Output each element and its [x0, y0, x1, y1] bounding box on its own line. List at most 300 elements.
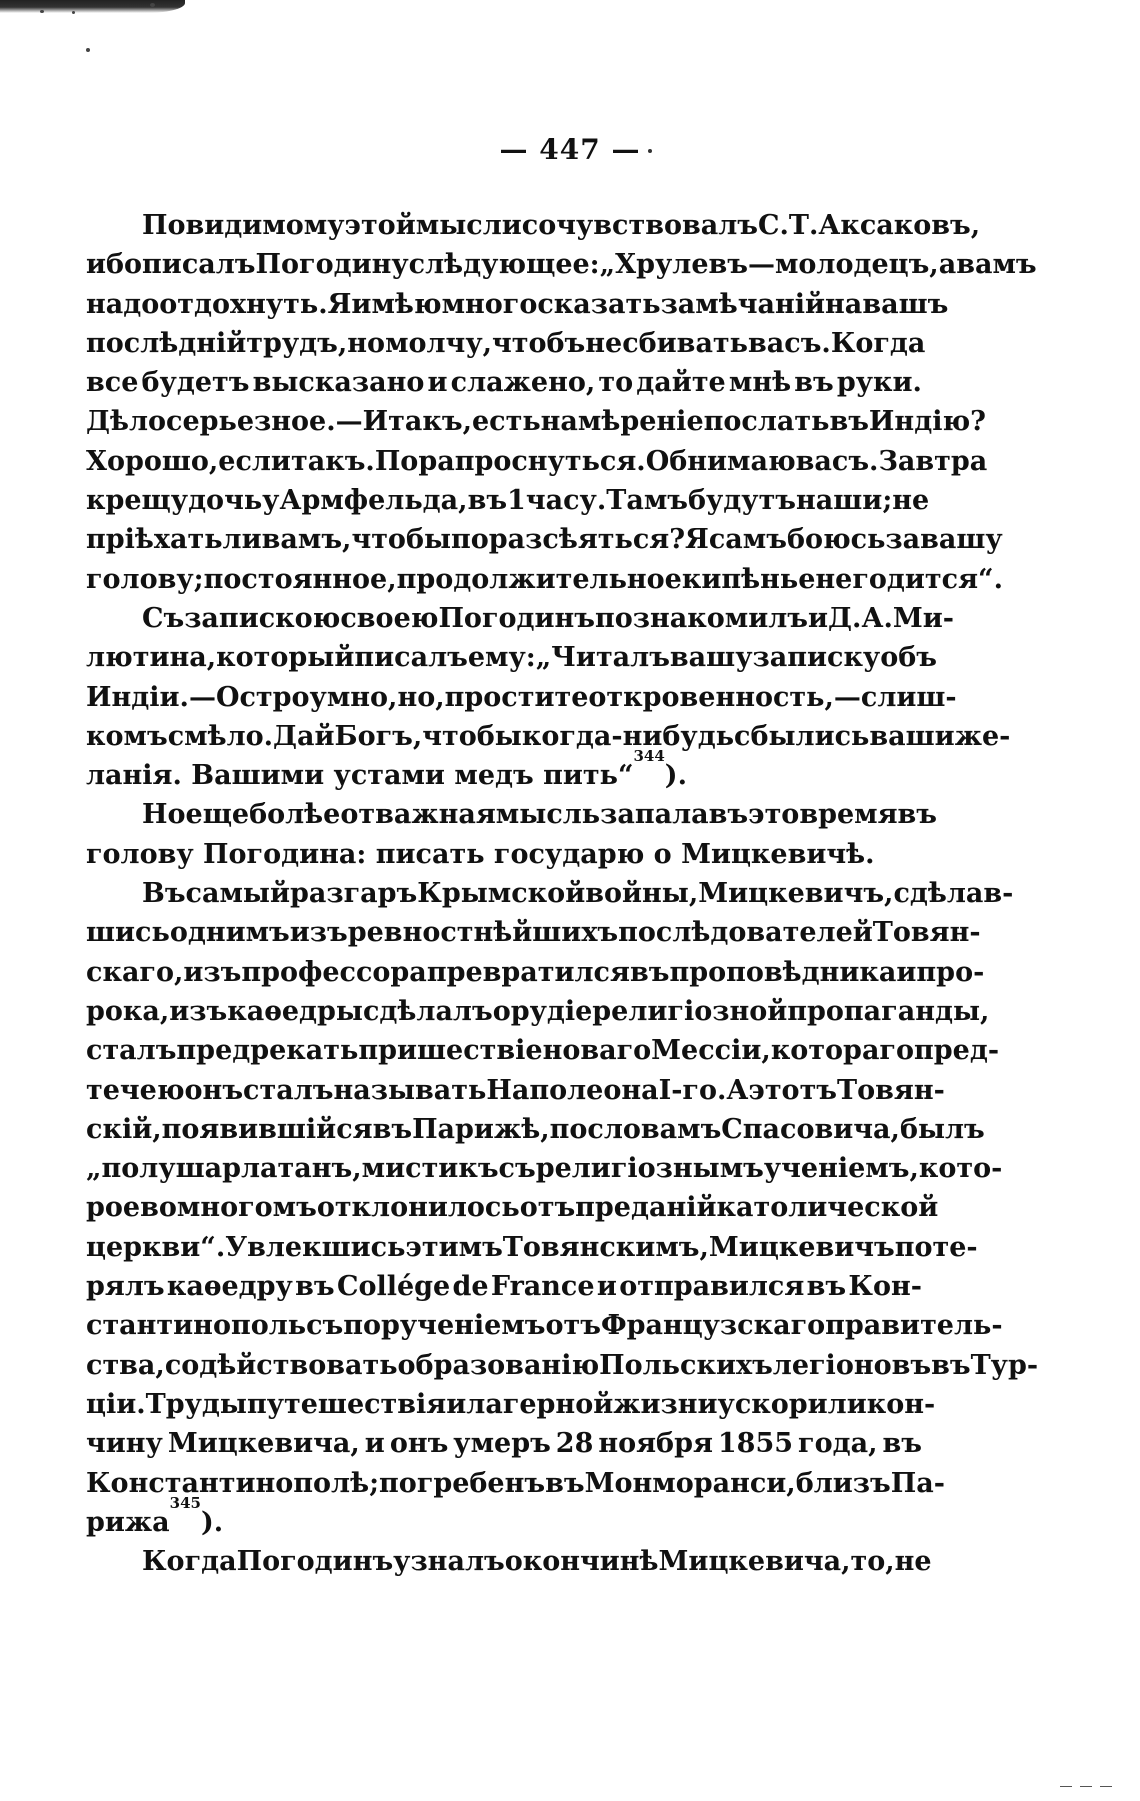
word: слѣдующее: — [408, 249, 600, 281]
word: мысль — [495, 799, 601, 831]
word: Завтра — [878, 445, 988, 477]
word: предрекать — [176, 1035, 359, 1067]
word: Мицкевичъ, — [698, 878, 894, 910]
word: рялъ — [86, 1271, 165, 1303]
word: стантинополь — [86, 1310, 307, 1342]
word: въ — [372, 1113, 413, 1145]
word: Мицкевича, — [658, 1546, 851, 1578]
word: France — [490, 1271, 595, 1303]
word: слажено, — [450, 367, 596, 399]
word: Съ — [142, 602, 185, 634]
word: и — [896, 956, 917, 988]
word: рока, — [86, 995, 170, 1027]
word: въ — [829, 406, 869, 438]
word: Товян- — [837, 1074, 945, 1106]
word: Я — [327, 288, 352, 320]
word: ускорили — [717, 1388, 867, 1420]
word: Крымской — [417, 878, 586, 910]
text-line — [86, 402, 986, 441]
word: въ — [629, 956, 670, 988]
word: о — [504, 1546, 523, 1578]
word: въ — [806, 1271, 847, 1303]
word: сказать — [537, 288, 661, 320]
word: Труды — [145, 1388, 247, 1420]
word: Я — [685, 524, 709, 556]
word: Тур- — [970, 1349, 1039, 1381]
word: самъ — [708, 524, 787, 556]
word: Ми- — [892, 602, 954, 634]
word: ціи. — [86, 1388, 146, 1420]
word: Увлекшись — [225, 1231, 406, 1263]
word: дочь — [188, 485, 263, 517]
word: Польскихъ — [599, 1349, 773, 1381]
word: про- — [916, 956, 985, 988]
word: высказано — [252, 367, 425, 399]
word: Мицкевича, — [167, 1428, 360, 1460]
word: голову; — [86, 563, 204, 595]
word: за — [885, 524, 921, 556]
word: то, — [850, 1546, 895, 1578]
word: своею — [340, 602, 439, 634]
text-line — [86, 953, 985, 992]
word: въ — [708, 799, 749, 831]
word: Тамъ — [606, 485, 688, 517]
word: Богъ, — [334, 720, 423, 752]
scan-tick — [1060, 1786, 1072, 1787]
word: Мессіи, — [651, 1035, 771, 1067]
word: съ — [306, 1310, 344, 1342]
word: но, — [397, 681, 445, 713]
word: ли — [222, 524, 262, 556]
word: словамъ — [587, 1113, 722, 1145]
word: руки. — [836, 367, 922, 399]
word: есть — [471, 406, 541, 438]
word: поте- — [894, 1231, 978, 1263]
word: „Читалъ — [535, 642, 670, 674]
word: Повидимому — [142, 210, 345, 241]
word: замѣчаній — [660, 288, 826, 320]
word: каѳедры — [227, 995, 363, 1027]
scan-speck — [40, 10, 44, 13]
word: С. — [757, 210, 789, 241]
text-line — [86, 1110, 985, 1149]
word: узналъ — [393, 1546, 505, 1578]
word: записку — [752, 642, 881, 674]
word: лагерной — [466, 1388, 614, 1420]
text-line — [86, 206, 981, 245]
word: Когда — [830, 327, 926, 359]
page-number-text: — 447 — — [499, 133, 641, 166]
word: образованію — [397, 1349, 600, 1381]
word: Collége — [336, 1271, 451, 1303]
word: Спасовича, — [721, 1113, 900, 1145]
word: трудъ, — [246, 327, 348, 359]
word: въ — [931, 1349, 971, 1381]
word: надо — [86, 288, 160, 320]
word: течею — [86, 1074, 185, 1106]
word: сдѣлав- — [893, 878, 1014, 910]
word: погребенъ — [379, 1467, 546, 1499]
word: орудіе — [492, 995, 593, 1027]
word: Т. — [788, 210, 819, 241]
word: отправился — [619, 1271, 805, 1303]
word: католической — [716, 1192, 939, 1224]
word: мнѣ — [728, 367, 792, 399]
word: Армфельда, — [279, 485, 468, 517]
word: не — [585, 327, 623, 359]
word: 28 — [555, 1428, 594, 1460]
text-line — [86, 363, 922, 402]
word: и — [446, 1388, 467, 1420]
word: васъ. — [795, 445, 879, 477]
word: Погодинъ — [438, 602, 595, 634]
word: познакомилъ — [595, 602, 808, 634]
word: въ — [897, 799, 938, 831]
word: это — [748, 799, 800, 831]
word: чтобъ — [492, 327, 586, 359]
word: путешествія — [246, 1388, 447, 1420]
word: сочувствовалъ — [521, 210, 758, 241]
word: вамъ, — [261, 524, 352, 556]
text-line — [86, 520, 1003, 559]
word: кипѣнье — [681, 563, 816, 595]
text-line — [86, 1071, 945, 1110]
text-line — [86, 481, 930, 520]
text-line-content: рижа — [86, 1506, 170, 1538]
word: ваши — [869, 720, 955, 752]
word: шись — [86, 917, 170, 949]
word: рое — [86, 1192, 141, 1224]
word: откровенность, — [588, 681, 834, 713]
word: А — [726, 1074, 749, 1106]
word: Въ — [142, 878, 186, 910]
word: сталъ — [243, 1074, 334, 1106]
word: дайте — [636, 367, 726, 399]
word: отдохнуть. — [159, 288, 328, 320]
word: Хорошо, — [86, 445, 219, 477]
word: сдѣлалъ — [362, 995, 493, 1027]
word: пред- — [914, 1035, 1000, 1067]
word: легіоновъ — [772, 1349, 932, 1381]
word: объ — [880, 642, 937, 674]
word: ученіемъ, — [763, 1153, 919, 1185]
word: чтобы — [422, 720, 522, 752]
word: Но — [142, 799, 186, 831]
word: ему: — [467, 642, 536, 674]
word: писалъ — [354, 642, 468, 674]
word: послѣдователей — [618, 917, 873, 949]
text-line — [86, 795, 938, 834]
word: будутъ — [688, 485, 797, 517]
word: серьезное.—И — [166, 406, 389, 438]
word: продолжительное — [396, 563, 682, 595]
word: содѣйствовать — [164, 1349, 398, 1381]
text-line — [86, 717, 1011, 756]
word: въ — [295, 1271, 335, 1303]
text-line — [86, 1228, 978, 1267]
scan-speck — [150, 3, 155, 7]
word: Парижѣ, — [412, 1113, 550, 1145]
word: Товян- — [872, 917, 981, 949]
body-text — [86, 206, 1039, 1581]
word: смѣло. — [167, 720, 274, 752]
word: Наполеона — [486, 1074, 659, 1106]
word: котораго — [770, 1035, 914, 1067]
text-line — [86, 874, 1014, 913]
word: вамъ — [956, 249, 1037, 281]
word: не — [892, 485, 930, 517]
word: разгаръ — [290, 878, 418, 910]
word: поразсѣяться? — [451, 524, 686, 556]
page-number — [0, 133, 1140, 166]
word: простите — [444, 681, 589, 713]
footnote-tail: ). — [200, 1506, 224, 1538]
text-line — [86, 638, 937, 677]
text-line — [86, 442, 988, 481]
word: отъ — [519, 1192, 576, 1224]
word: на — [825, 288, 863, 320]
word: І-го. — [658, 1074, 727, 1106]
word: если — [218, 445, 291, 477]
text-line — [86, 913, 981, 952]
word: самый — [185, 878, 291, 910]
word: Когда — [142, 1546, 237, 1578]
scan-speck — [72, 11, 75, 14]
scan-smudge — [0, 0, 185, 13]
word: „Хрулевъ—молодецъ, — [599, 249, 939, 281]
word: религіознымъ — [535, 1153, 764, 1185]
word: мистикъ — [361, 1153, 499, 1185]
word: имѣю — [351, 288, 442, 320]
text-line — [86, 245, 1037, 284]
text-line — [86, 747, 922, 795]
word: ства, — [86, 1349, 165, 1381]
word: Константинополѣ; — [86, 1467, 380, 1499]
text-line — [86, 599, 954, 638]
word: Кон- — [848, 1271, 922, 1303]
footnote-marker: 344 — [633, 747, 665, 766]
word: такъ. — [290, 445, 375, 477]
word: войны, — [585, 878, 699, 910]
word: называть — [333, 1074, 487, 1106]
bottom-scan-marks — [0, 1780, 1140, 1801]
word: вашъ — [862, 288, 949, 320]
word: еще — [185, 799, 250, 831]
word: появившійся — [161, 1113, 373, 1145]
word: же- — [954, 720, 1011, 752]
word: умеръ — [453, 1428, 551, 1460]
word: Дѣло — [86, 406, 167, 438]
text-line — [86, 1542, 932, 1581]
word: часу. — [525, 485, 607, 517]
word: изъ — [169, 995, 228, 1027]
word: былъ — [899, 1113, 985, 1145]
word: онъ — [184, 1074, 244, 1106]
word: религіозной — [592, 995, 788, 1027]
text-line-content: ланія. Вашими устами медъ пить“ — [86, 760, 634, 792]
word: мысли — [415, 210, 522, 241]
word: не — [894, 1546, 932, 1578]
word: намѣреніе — [540, 406, 704, 438]
text-line — [86, 1346, 1039, 1385]
text-line — [86, 835, 922, 874]
word: — — [188, 681, 216, 713]
word: пріѣхать — [86, 524, 223, 556]
word: такъ, — [388, 406, 472, 438]
footnote-marker: 345 — [169, 1493, 201, 1512]
word: въ — [794, 367, 834, 399]
word: de — [452, 1271, 489, 1303]
word: и — [427, 367, 448, 399]
word: вашу — [669, 642, 753, 674]
word: запискою — [184, 602, 341, 634]
word: постоянное, — [203, 563, 397, 595]
text-line — [86, 560, 1003, 599]
word: будетъ — [141, 367, 250, 399]
word: правитель- — [825, 1310, 1003, 1342]
word: запала — [600, 799, 709, 831]
word: Французскаго — [600, 1310, 826, 1342]
word: Погодинъ — [236, 1546, 394, 1578]
word: чтобы — [351, 524, 452, 556]
text-line — [86, 1464, 945, 1503]
word: но — [347, 327, 386, 359]
scan-tick — [1100, 1786, 1112, 1787]
text-line-content: голову Погодина: писать государю о Мицкевичѣ. — [86, 838, 875, 870]
text-line — [86, 1493, 922, 1542]
word: проснуться. — [454, 445, 646, 477]
word: новаго — [542, 1035, 652, 1067]
text-line — [86, 285, 949, 324]
word: ревностнѣйшихъ — [347, 917, 619, 949]
text-line — [86, 324, 926, 363]
word: 1 — [507, 485, 526, 517]
word: который — [216, 642, 355, 674]
word: Товянскимъ, — [502, 1231, 709, 1263]
text-line — [86, 1188, 939, 1227]
word: кото- — [918, 1153, 1003, 1185]
word: Погодину — [255, 249, 409, 281]
word: много — [441, 288, 538, 320]
word: Д. — [828, 602, 862, 634]
text-line — [86, 678, 957, 717]
word: Остроумно, — [215, 681, 398, 713]
word: во — [140, 1192, 177, 1224]
word: преданій — [575, 1192, 717, 1224]
word: пришествіе — [358, 1035, 543, 1067]
word: скаго, — [86, 956, 184, 988]
word: „полушарлатанъ, — [86, 1153, 362, 1185]
word: слиш- — [860, 681, 957, 713]
word: церкви“. — [86, 1231, 226, 1263]
word: не — [815, 563, 853, 595]
word: Индію? — [868, 406, 986, 438]
word: съ — [498, 1153, 536, 1185]
word: этой — [344, 210, 416, 241]
word: сбивать — [622, 327, 748, 359]
word: у — [262, 485, 280, 517]
word: однимъ — [169, 917, 290, 949]
word: онъ — [389, 1428, 449, 1460]
word: года, — [798, 1428, 878, 1460]
word: вашу — [920, 524, 1003, 556]
word: изъ — [289, 917, 348, 949]
text-line — [86, 1306, 1003, 1345]
page-number-dot — [648, 149, 652, 153]
word: въ — [467, 485, 508, 517]
word: писалъ — [142, 249, 256, 281]
word: годится“. — [852, 563, 1003, 595]
word: ибо — [86, 249, 143, 281]
word: послѣдній — [86, 327, 247, 359]
word: сталъ — [86, 1035, 177, 1067]
word: все — [86, 367, 139, 399]
word: когда-нибудь — [521, 720, 735, 752]
word: и — [808, 602, 829, 634]
scan-tick — [1080, 1786, 1092, 1787]
footnote-tail: ). — [664, 760, 687, 792]
word: послать — [703, 406, 830, 438]
word: изъ — [183, 956, 242, 988]
word: порученіемъ — [343, 1310, 546, 1342]
word: 1855 — [717, 1428, 794, 1460]
text-line — [86, 1267, 922, 1306]
word: то — [598, 367, 634, 399]
word: наши; — [796, 485, 893, 517]
word: и — [364, 1428, 385, 1460]
word: лютина, — [86, 642, 217, 674]
word: жизни — [613, 1388, 718, 1420]
word: многомъ — [176, 1192, 317, 1224]
word: близъ — [795, 1467, 891, 1499]
word: отъ — [545, 1310, 601, 1342]
word: комъ — [86, 720, 168, 752]
word: крещу — [86, 485, 189, 517]
word: этотъ — [748, 1074, 838, 1106]
word: а — [938, 249, 957, 281]
word: въ — [882, 1428, 922, 1460]
word: кончинѣ — [522, 1546, 659, 1578]
word: боюсь — [786, 524, 886, 556]
word: Монморанси, — [584, 1467, 796, 1499]
text-line — [86, 1385, 936, 1424]
word: отклонилось — [316, 1192, 520, 1224]
scan-speck — [86, 48, 90, 52]
word: пропаганды, — [787, 995, 990, 1027]
text-line — [86, 992, 990, 1031]
word: Аксаковъ, — [818, 210, 981, 241]
word: Пора — [374, 445, 455, 477]
word: сбылись — [734, 720, 870, 752]
word: молчу, — [385, 327, 493, 359]
word: Обнимаю — [645, 445, 796, 477]
word: скій, — [86, 1113, 162, 1145]
word: отважная — [340, 799, 496, 831]
word: чину — [86, 1428, 163, 1460]
word: каѳедру — [166, 1271, 293, 1303]
word: болѣе — [249, 799, 341, 831]
word: время — [799, 799, 898, 831]
word: и — [596, 1271, 617, 1303]
word: превратился — [426, 956, 630, 988]
word: васъ. — [748, 327, 831, 359]
word: Мицкевичъ — [708, 1231, 895, 1263]
word: ноября — [598, 1428, 713, 1460]
text-line — [86, 1424, 922, 1463]
word: проповѣдника — [669, 956, 897, 988]
word: Дай — [273, 720, 335, 752]
word: кон- — [866, 1388, 936, 1420]
